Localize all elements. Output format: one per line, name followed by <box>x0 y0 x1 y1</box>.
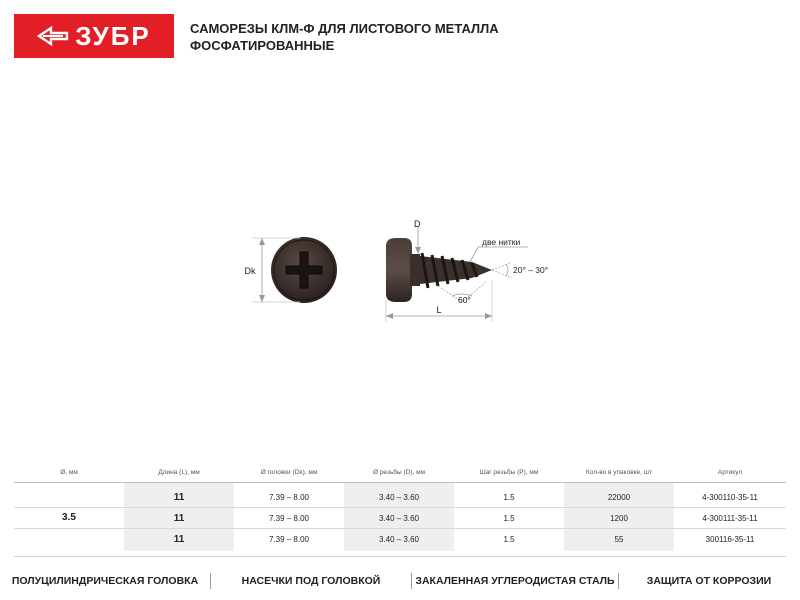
table-row <box>14 508 786 529</box>
thread-diameter-cell: 3.40 – 3.60 <box>378 492 420 502</box>
length-cell: 11 <box>173 512 185 524</box>
quantity-cell: 55 <box>614 534 624 544</box>
table-row <box>14 487 786 508</box>
screw-head-top-view <box>271 237 337 303</box>
header-sku: Артикул <box>717 468 743 476</box>
diameter-value: 3.5 <box>62 511 76 523</box>
features-strip <box>0 572 800 590</box>
dk-label: Dk <box>244 266 256 276</box>
header-pitch: Шаг резьбы (P), мм <box>479 468 539 476</box>
head-diameter-cell: 7.39 – 8.00 <box>268 534 310 544</box>
brand-emblem-icon <box>37 25 69 47</box>
head-diameter-cell: 7.39 – 8.00 <box>268 513 310 523</box>
header-thread-diameter: Ø резьбы (D), мм <box>372 468 426 476</box>
pitch-cell: 1.5 <box>503 534 515 544</box>
header-length: Длина (L), мм <box>158 468 200 476</box>
product-title <box>190 20 499 54</box>
header-quantity: Кол-во в упаковке, шт <box>586 468 652 476</box>
pitch-cell: 1.5 <box>503 513 515 523</box>
table-body <box>14 483 786 553</box>
d-label: D <box>414 219 421 229</box>
divider <box>14 556 786 557</box>
l-label: L <box>436 305 442 315</box>
sku-cell: 300116-35-11 <box>705 534 755 544</box>
thread-diameter-cell: 3.40 – 3.60 <box>378 534 420 544</box>
product-title-line2: ФОСФАТИРОВАННЫЕ <box>190 38 335 53</box>
table-row <box>14 529 786 549</box>
brand-logo <box>14 14 174 58</box>
quantity-cell: 22000 <box>607 492 631 502</box>
header-diameter: Ø, мм <box>60 468 78 476</box>
quantity-cell: 1200 <box>610 513 628 523</box>
length-cell: 11 <box>173 533 185 545</box>
sku-cell: 4-300111-35-11 <box>702 513 758 523</box>
screw-drawing <box>0 200 800 330</box>
two-threads-label: две нитки <box>482 237 521 247</box>
screw-side-view <box>386 238 492 302</box>
head-diameter-cell: 7.39 – 8.00 <box>268 492 310 502</box>
product-title-line1: САМОРЕЗЫ КЛМ-Ф ДЛЯ ЛИСТОВОГО МЕТАЛЛА <box>190 21 499 36</box>
thread-diameter-cell: 3.40 – 3.60 <box>378 513 420 523</box>
spec-table <box>14 462 786 553</box>
table-header <box>14 462 786 483</box>
length-cell: 11 <box>173 491 185 503</box>
feature-item: ЗАЩИТА ОТ КОРРОЗИИ <box>646 575 772 587</box>
feature-item: НАСЕЧКИ ПОД ГОЛОВКОЙ <box>241 575 381 587</box>
sku-cell: 4-300110-35-11 <box>702 492 758 502</box>
feature-item: ЗАКАЛЕННАЯ УГЛЕРОДИСТАЯ СТАЛЬ <box>415 575 615 587</box>
feature-item: ПОЛУЦИЛИНДРИЧЕСКАЯ ГОЛОВКА <box>11 575 199 587</box>
pitch-cell: 1.5 <box>503 492 515 502</box>
thread-angle-label: 60° <box>458 295 471 305</box>
tip-angle-label: 20° – 30° <box>513 265 549 275</box>
brand-name: ЗУБР <box>75 20 151 51</box>
header-head-diameter: Ø головки (Dk), мм <box>260 468 318 476</box>
